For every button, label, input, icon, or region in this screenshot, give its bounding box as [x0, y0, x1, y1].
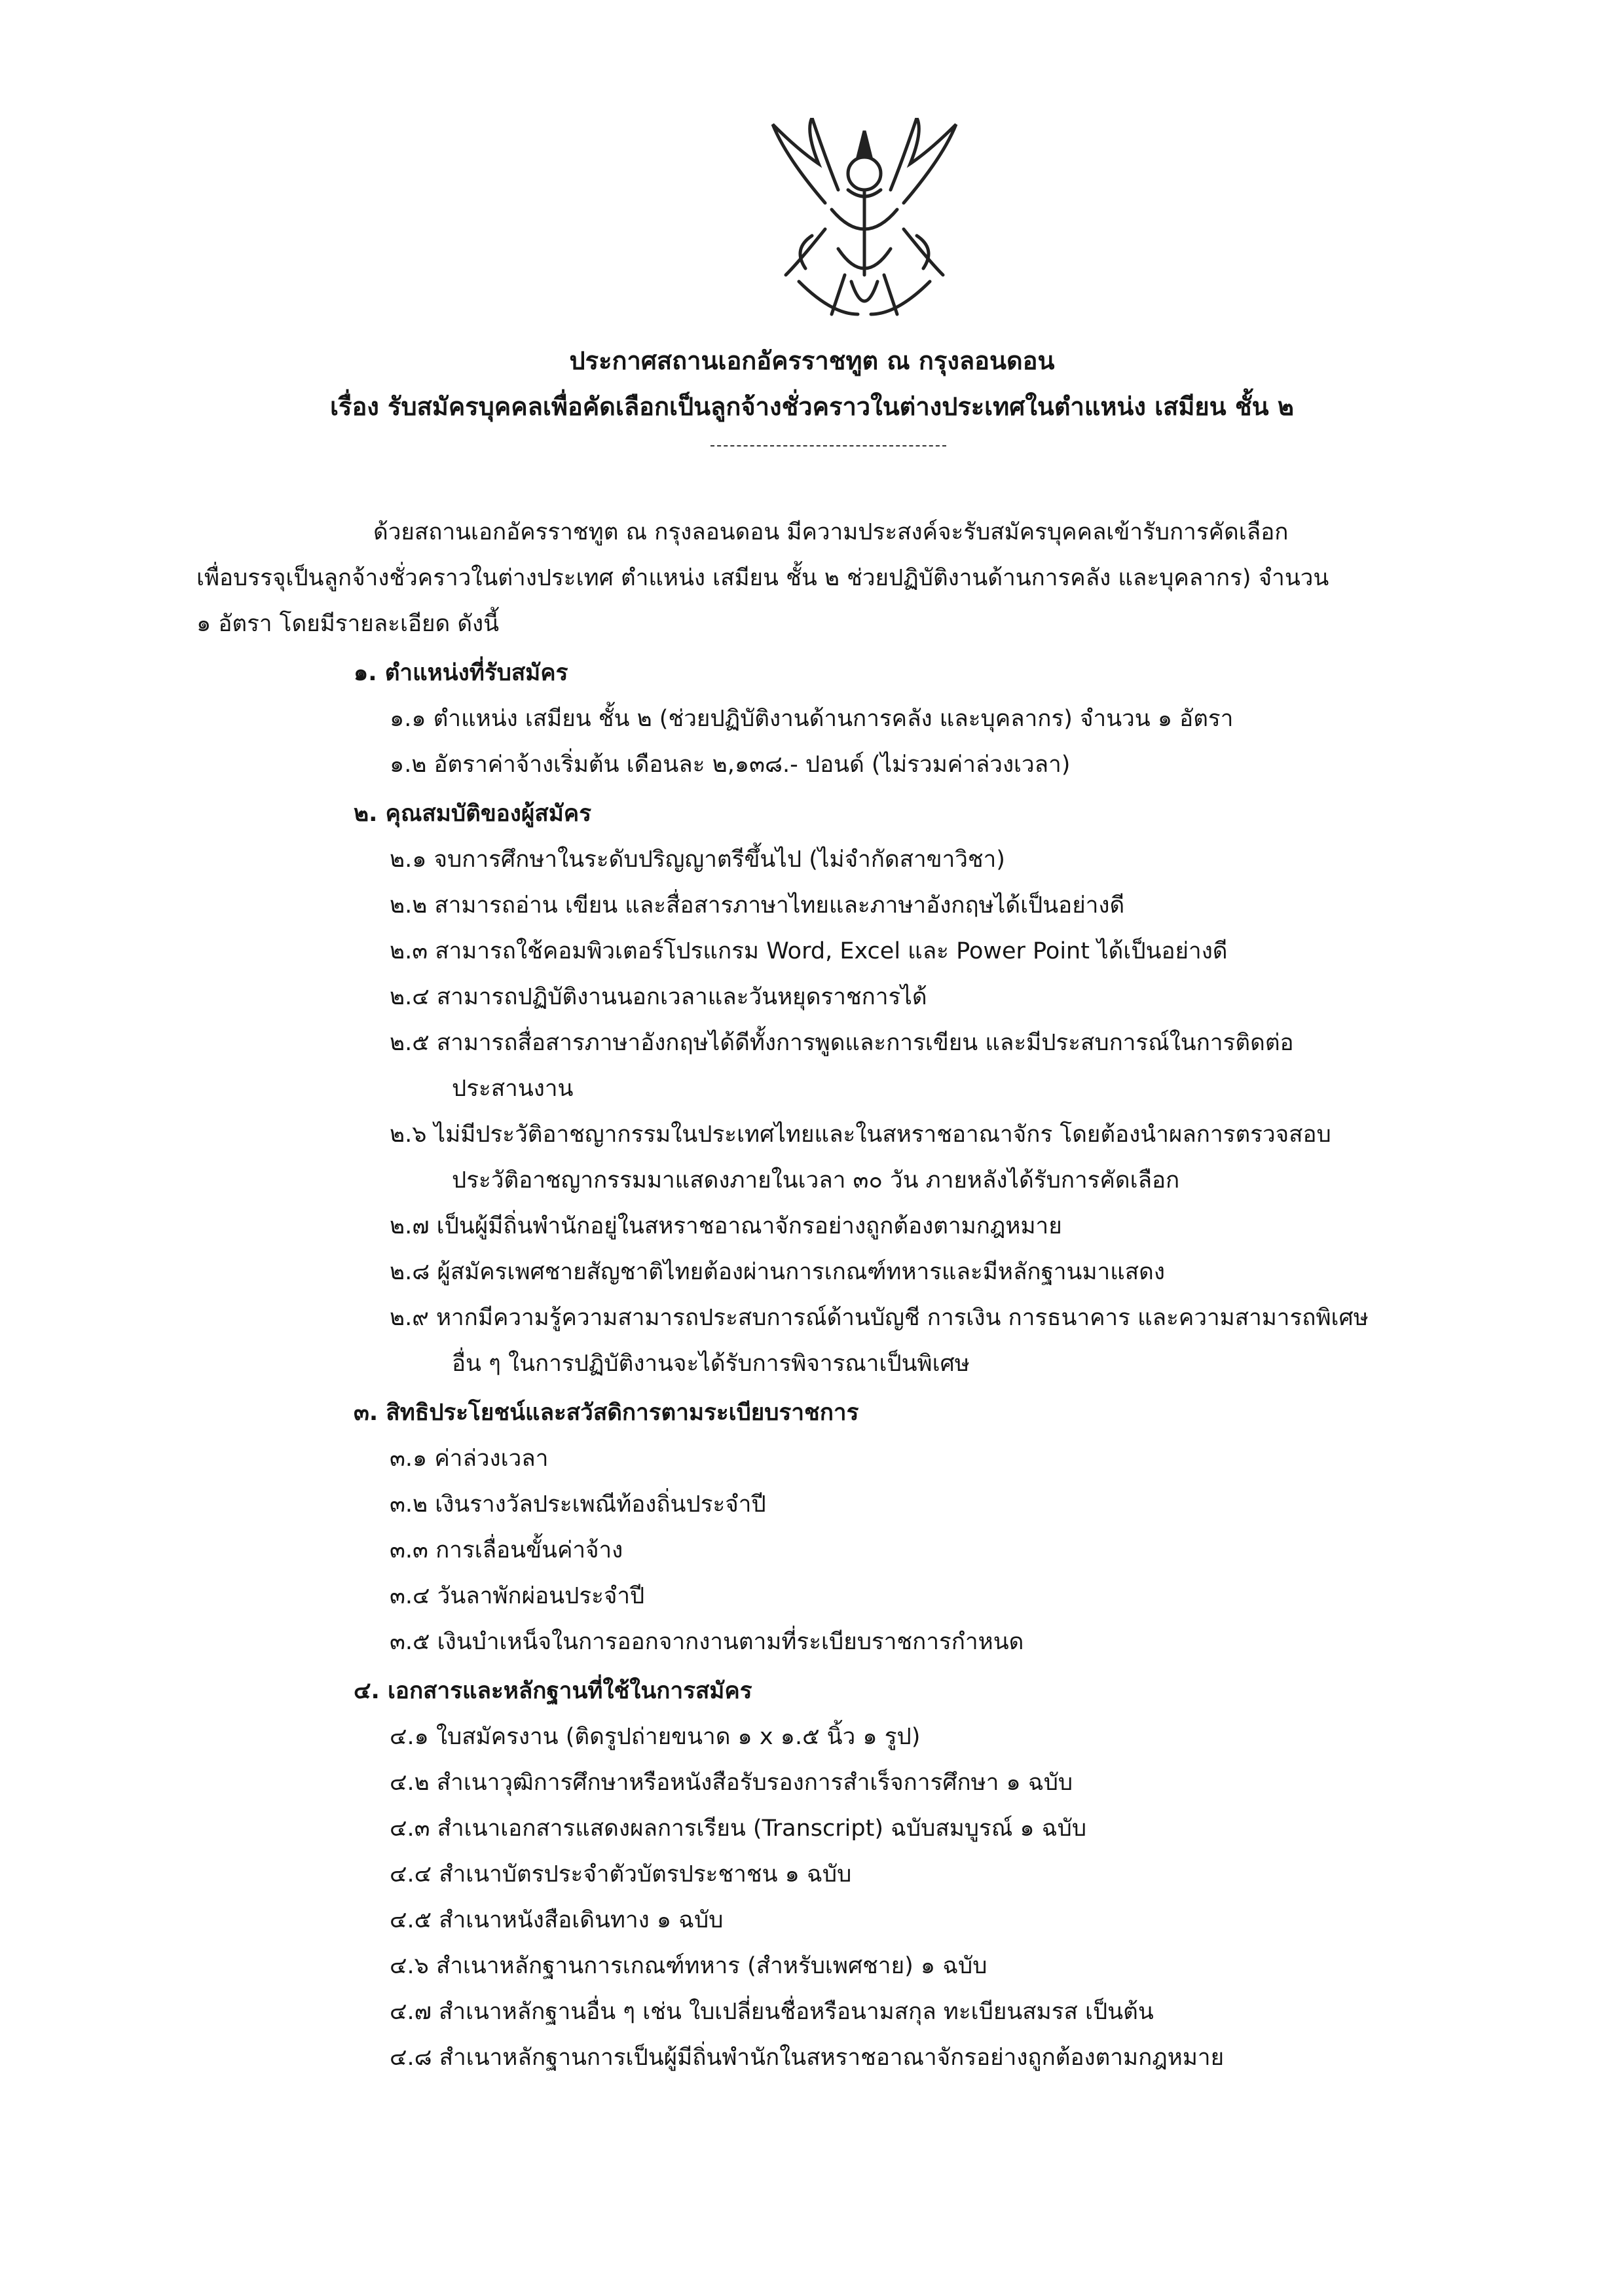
list-item: ๒.๓ สามารถใช้คอมพิวเตอร์โปรแกรม Word, Excel และ Power Point ได้เป็นอย่างดี	[390, 938, 1228, 964]
list-item-continuation: ประวัติอาชญากรรมมาแสดงภายในเวลา ๓๐ วัน ภายหลังได้รับการคัดเลือก	[452, 1167, 1180, 1194]
list-item: ๒.๔ สามารถปฏิบัติงานนอกเวลาและวันหยุดราชการได้	[390, 984, 927, 1010]
title-divider	[710, 445, 946, 446]
list-item: ๔.๕ สำเนาหนังสือเดินทาง ๑ ฉบับ	[390, 1907, 724, 1933]
list-item: ๓.๕ เงินบำเหน็จในการออกจากงานตามที่ระเบียบราชการกำหนด	[390, 1629, 1024, 1655]
intro-line-3: ๑ อัตรา โดยมีรายละเอียด ดังนี้	[196, 611, 500, 637]
list-item: ๔.๘ สำเนาหลักฐานการเป็นผู้มีถิ่นพำนักในสหราชอาณาจักรอย่างถูกต้องตามกฎหมาย	[390, 2045, 1225, 2071]
list-item: ๓.๔ วันลาพักผ่อนประจำปี	[390, 1583, 645, 1609]
list-item: ๓.๒ เงินรางวัลประเพณีท้องถิ่นประจำปี	[390, 1491, 766, 1518]
list-item: ๓.๑ ค่าล่วงเวลา	[390, 1446, 549, 1472]
list-item: ๒.๒ สามารถอ่าน เขียน และสื่อสารภาษาไทยและภาษาอังกฤษได้เป็นอย่างดี	[390, 892, 1125, 919]
list-item: ๒.๖ ไม่มีประวัติอาชญากรรมในประเทศไทยและในสหราชอาณาจักร โดยต้องนำผลการตรวจสอบ	[390, 1121, 1331, 1148]
intro-line-2: เพื่อบรรจุเป็นลูกจ้างชั่วคราวในต่างประเทศ ตำแหน่ง เสมียน ชั้น ๒ ช่วยปฏิบัติงานด้านการคลัง และบุคลากร) จำนวน	[196, 565, 1329, 591]
garuda-emblem-icon	[760, 118, 969, 327]
list-item: ๑.๒ อัตราค่าจ้างเริ่มต้น เดือนละ ๒,๑๓๘.- ปอนด์ (ไม่รวมค่าล่วงเวลา)	[390, 752, 1071, 778]
intro-line-1: ด้วยสถานเอกอัครราชทูต ณ กรุงลอนดอน มีความประสงค์จะรับสมัครบุคคลเข้ารับการคัดเลือก	[373, 519, 1289, 545]
list-item: ๑.๑ ตำแหน่ง เสมียน ชั้น ๒ (ช่วยปฏิบัติงานด้านการคลัง และบุคลากร) จำนวน ๑ อัตรา	[390, 706, 1234, 732]
list-item: ๔.๓ สำเนาเอกสารแสดงผลการเรียน (Transcript) ฉบับสมบูรณ์ ๑ ฉบับ	[390, 1815, 1087, 1842]
list-item-continuation: ประสานงาน	[452, 1076, 574, 1102]
list-item: ๒.๑ จบการศึกษาในระดับปริญญาตรีขึ้นไป (ไม่จำกัดสาขาวิชา)	[390, 847, 1005, 873]
section-heading: ๔. เอกสารและหลักฐานที่ใช้ในการสมัคร	[354, 1678, 752, 1704]
list-item: ๔.๗ สำเนาหลักฐานอื่น ๆ เช่น ใบเปลี่ยนชื่อหรือนามสกุล ทะเบียนสมรส เป็นต้น	[390, 1999, 1154, 2025]
list-item: ๒.๕ สามารถสื่อสารภาษาอังกฤษได้ดีทั้งการพูดและการเขียน และมีประสบการณ์ในการติดต่อ	[390, 1030, 1294, 1056]
section-heading: ๒. คุณสมบัติของผู้สมัคร	[354, 801, 592, 827]
list-item: ๔.๖ สำเนาหลักฐานการเกณฑ์ทหาร (สำหรับเพศชาย) ๑ ฉบับ	[390, 1953, 987, 1979]
list-item: ๒.๙ หากมีความรู้ความสามารถประสบการณ์ด้านบัญชี การเงิน การธนาคาร และความสามารถพิเศษ	[390, 1305, 1369, 1331]
section-heading: ๓. สิทธิประโยชน์และสวัสดิการตามระเบียบราชการ	[354, 1400, 859, 1426]
page-title: ประกาศสถานเอกอัครราชทูต ณ กรุงลอนดอน	[569, 346, 1055, 375]
list-item: ๔.๑ ใบสมัครงาน (ติดรูปถ่ายขนาด ๑ x ๑.๕ นิ้ว ๑ รูป)	[390, 1724, 921, 1750]
list-item: ๒.๗ เป็นผู้มีถิ่นพำนักอยู่ในสหราชอาณาจักรอย่างถูกต้องตามกฎหมาย	[390, 1213, 1062, 1239]
subject-line: เรื่อง รับสมัครบุคคลเพื่อคัดเลือกเป็นลูกจ้างชั่วคราวในต่างประเทศในตำแหน่ง เสมียน ชั้น ๒	[330, 392, 1294, 421]
section-heading: ๑. ตำแหน่งที่รับสมัคร	[354, 660, 568, 686]
list-item: ๓.๓ การเลื่อนขั้นค่าจ้าง	[390, 1537, 623, 1563]
list-item-continuation: อื่น ๆ ในการปฏิบัติงานจะได้รับการพิจารณาเป็นพิเศษ	[452, 1351, 970, 1377]
list-item: ๒.๘ ผู้สมัครเพศชายสัญชาติไทยต้องผ่านการเกณฑ์ทหารและมีหลักฐานมาแสดง	[390, 1259, 1165, 1285]
list-item: ๔.๔ สำเนาบัตรประจำตัวบัตรประชาชน ๑ ฉบับ	[390, 1861, 852, 1887]
list-item: ๔.๒ สำเนาวุฒิการศึกษาหรือหนังสือรับรองการสำเร็จการศึกษา ๑ ฉบับ	[390, 1770, 1073, 1796]
